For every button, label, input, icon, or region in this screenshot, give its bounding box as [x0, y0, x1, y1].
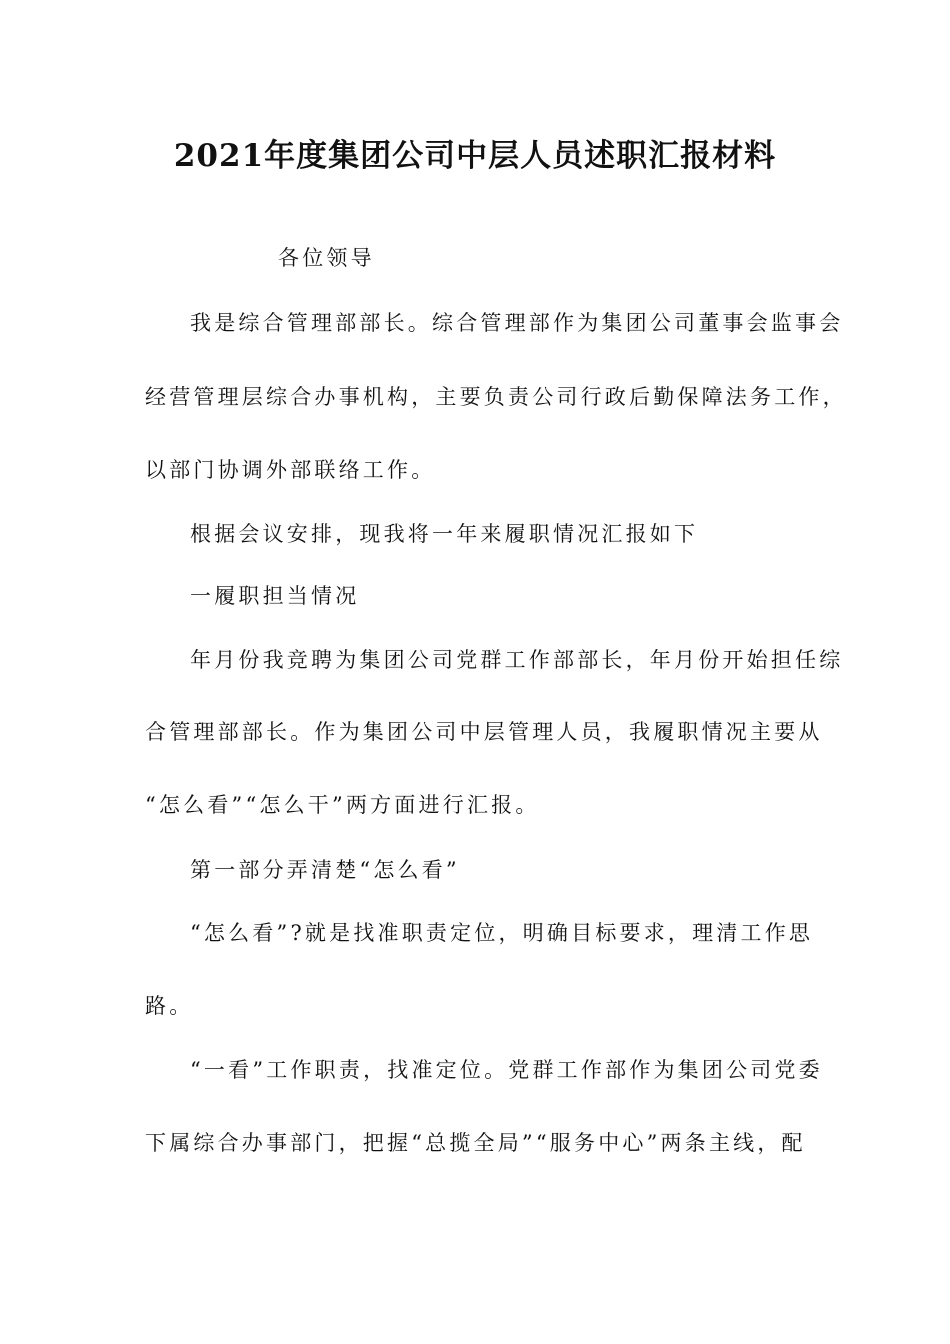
document-title: 2021年度集团公司中层人员述职汇报材料	[173, 138, 777, 174]
paragraph-line: 根据会议安排，现我将一年来履职情况汇报如下	[190, 522, 699, 546]
paragraph-line: 年月份我竞聘为集团公司党群工作部部长，年月份开始担任综	[190, 648, 844, 672]
salutation: 各位领导	[278, 246, 375, 270]
paragraph-line: “怎么看”“怎么干”两方面进行汇报。	[145, 793, 540, 817]
paragraph-line: 路。	[145, 994, 194, 1018]
paragraph-line: 合管理部部长。作为集团公司中层管理人员，我履职情况主要从	[145, 720, 823, 744]
paragraph-line: 我是综合管理部部长。综合管理部作为集团公司董事会监事会	[190, 311, 844, 335]
section-heading: 一履职担当情况	[190, 584, 360, 608]
paragraph-line: “怎么看”?就是找准职责定位，明确目标要求，理清工作思	[190, 921, 814, 945]
paragraph-line: 下属综合办事部门，把握“总揽全局”“服务中心”两条主线，配	[145, 1131, 806, 1155]
paragraph-line: 以部门协调外部联络工作。	[145, 458, 436, 482]
paragraph-line: 经营管理层综合办事机构，主要负责公司行政后勤保障法务工作，	[145, 385, 847, 409]
section-heading: 第一部分弄清楚“怎么看”	[190, 858, 460, 882]
paragraph-line: “一看”工作职责，找准定位。党群工作部作为集团公司党委	[190, 1058, 823, 1082]
